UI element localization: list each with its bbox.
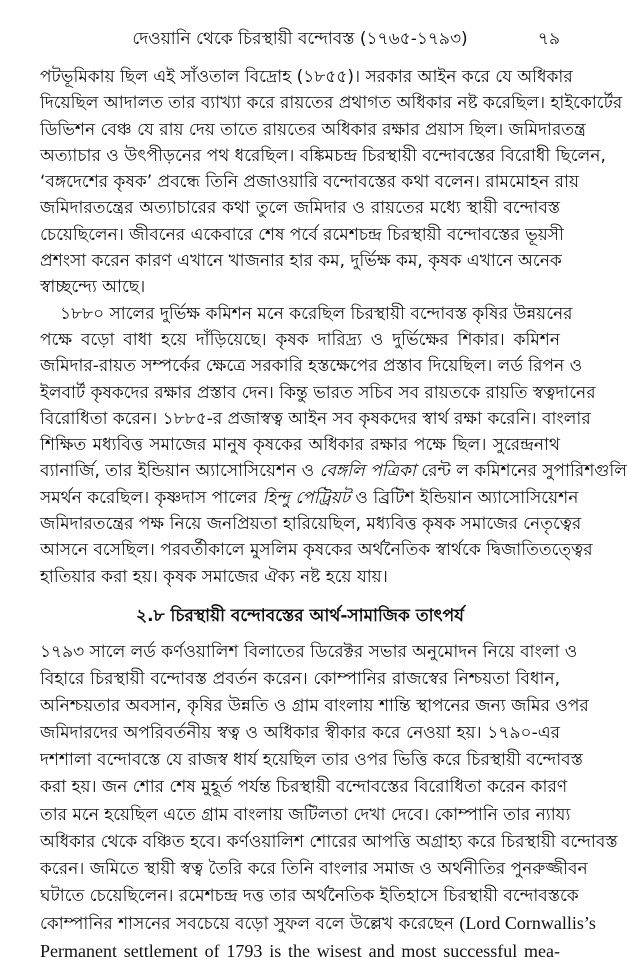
text-line: দশশালা বন্দোবস্তে যে রাজস্ব ধার্য হয়েছিল তার ওপর ভিত্তি করে চিরস্থায়ী বন্দোবস্ত	[40, 750, 583, 771]
text-segment: Permanent settlement of 1793 is the wisest and most successful mea-	[40, 941, 560, 962]
text-segment: ব্যানার্জি, তার ইন্ডিয়ান অ্যাসোসিয়েশন ও	[40, 461, 320, 482]
text-line: ১৭৯৩ সালে লর্ড কর্ণওয়ালিশ বিলাতের ডিরেক্টর সভার অনুমোদন নিয়ে বাংলা ও	[40, 642, 578, 662]
text-line: করেন। জমিতে স্থায়ী স্বত্ব তৈরি করে তিনি বাংলার সমাজ ও অর্থনীতির পুনরুজ্জীবন	[40, 858, 588, 879]
text-line: ইলবার্ট কৃষকদের রক্ষার প্রস্তাব দেন। কিন্তু ভারত সচিব সব রায়তকে রায়তি স্বত্বদানের	[40, 382, 596, 403]
text-segment: ও ব্রিটিশ ইন্ডিয়ান অ্যাসোসিয়েশন	[350, 487, 579, 508]
text-line: করা হয়। জন শোর শেষ মুহূর্ত পর্যন্ত চিরস্থায়ী বন্দোবস্তের বিরোধিতা করেন কারণ	[40, 777, 568, 798]
text-line: পটভূমিকায় ছিল এই সাঁওতাল বিদ্রোহ (১৮৫৫)। সরকার আইন করে যে অধিকার	[40, 67, 573, 87]
running-title: দেওয়ানি থেকে চিরস্থায়ী বন্দোবস্ত (১৭৬৫-১৭৯৩)	[132, 29, 468, 49]
text-line: অনিশ্চয়তার অবসান, কৃষির উন্নতি ও গ্রাম বাংলায় শান্তি স্থাপনের জন্য জমির ওপর	[40, 696, 589, 717]
text-line: ‘বঙ্গদেশের কৃষক’ প্রবন্ধে তিনি প্রজাওয়ারি বন্দোবস্তের কথা বলেন। রামমোহন রায়	[40, 172, 579, 193]
text-line: জমিদারতন্ত্রের অত্যাচারের কথা তুলে জমিদার ও রায়তের মধ্যে স্থায়ী বন্দোবস্ত	[40, 198, 560, 219]
section-heading: ২.৮ চিরস্থায়ী বন্দোবস্তের আর্থ-সামাজিক তাৎপর্য	[136, 606, 464, 626]
text-line: শিক্ষিত মধ্যবিত্ত সমাজের মানুষ কৃষকের অধিকার রক্ষার পক্ষে ছিল। সুরেন্দ্রনাথ	[40, 435, 560, 456]
text-line: জমিদারদের অপরিবর্তনীয় স্বত্ব ও অধিকার স্বীকার করে নেওয়া হয়। ১৭৯০-এর	[40, 723, 560, 744]
italic-title: বেঙ্গলি পত্রিকা	[319, 461, 416, 482]
text-line: আসনে বসেছিল। পরবর্তীকালে মুসলিম কৃষকের অর্থনৈতিক স্বার্থকে দ্বিজাতিতত্ত্বের	[40, 540, 593, 561]
text-line	[40, 458, 627, 484]
text-segment: (Lord Cornwallis’s	[459, 912, 596, 933]
page-number: ৭৯	[537, 29, 560, 49]
text-line: হাতিয়ার করা হয়। কৃষক সমাজের ঐক্য নষ্ট হয়ে যায়।	[40, 566, 388, 587]
text-line: দিয়েছিল আদালত তার ব্যাখ্যা করে রায়তের প্রথাগত অধিকার নষ্ট করেছিল। হাইকোর্টের	[40, 93, 623, 114]
text-line: ডিভিশন বেঞ্চ যে রায় দেয় তাতে রায়তের অধিকার রক্ষার প্রয়াস ছিল। জমিদারতন্ত্র	[40, 119, 586, 140]
text-line	[40, 910, 596, 938]
running-header	[40, 26, 560, 52]
text-segment: রেন্ট ল কমিশনের সুপারিশগুলি	[415, 461, 627, 482]
text-line: স্বাচ্ছন্দ্যে আছে।	[40, 277, 146, 298]
text-line: তার মনে হয়েছিল এতে গ্রাম বাংলায় জটিলতা দেখা দেবে। কোম্পানি তার ন্যায্য	[40, 804, 571, 825]
text-line: ঘটাতে চেয়েছিলেন। রমেশচন্দ্র দত্ত তার অর্থনৈতিক ইতিহাসে চিরস্থায়ী বন্দোবস্তকে	[40, 885, 579, 906]
text-line: অত্যাচার ও উৎপীড়নের পথ ধরেছিল। বঙ্কিমচন্দ্র চিরস্থায়ী বন্দোবস্তের বিরোধী ছিলেন,	[40, 145, 606, 166]
text-line: চেয়েছিলেন। জীবনের একেবারে শেষ পর্বে রমেশচন্দ্র চিরস্থায়ী বন্দোবস্তের ভূয়সী	[40, 224, 564, 245]
text-line	[40, 485, 579, 511]
text-line: প্রশংসা করেন কারণ এখানে খাজনার হার কম, দুর্ভিক্ষ কম, কৃষক এখানে অনেক	[40, 251, 562, 272]
text-line: বিহারে চিরস্থায়ী বন্দোবস্ত প্রবর্তন করেন। কোম্পানির রাজস্বের নিশ্চয়তা বিধান,	[40, 669, 560, 690]
text-line: জমিদারতন্ত্রের পক্ষ নিয়ে জনপ্রিয়তা হারিয়েছিল, মধ্যবিত্ত কৃষক সমাজের নেতৃত্বের	[40, 514, 582, 535]
text-line: পক্ষে বড়ো বাধা হয়ে দাঁড়িয়েছে। কৃষক দারিদ্র্য ও দুর্ভিক্ষের শিকার। কমিশন	[40, 329, 560, 350]
text-line: অধিকার থেকে বঞ্চিত হবে। কর্ণওয়ালিশ শোরের আপত্তি অগ্রাহ্য করে চিরস্থায়ী বন্দোবস্ত	[40, 831, 618, 852]
text-line: বিরোধিতা করেন। ১৮৮৫-র প্রজাস্বত্ব আইন সব কৃষকদের স্বার্থ রক্ষা করেনি। বাংলার	[40, 408, 591, 429]
body-text	[40, 64, 627, 590]
text-segment: কোম্পানির শাসনের সবচেয়ে বড়ো সুফল বলে উল্লেখ করেছেন	[40, 913, 460, 934]
text-line	[40, 938, 560, 966]
italic-title: হিন্দু পেট্রিয়ট	[262, 487, 350, 508]
text-segment: সমর্থন করেছিল। কৃষ্ণদাস পালের	[40, 487, 263, 508]
section-body-text	[40, 639, 618, 966]
text-line: জমিদার-রায়ত সম্পর্কের ক্ষেত্রে সরকারি হস্তক্ষেপের প্রস্তাব দিয়েছিল। লর্ড রিপন ও	[40, 356, 583, 377]
text-line: ১৮৮০ সালের দুর্ভিক্ষ কমিশন মনে করেছিল চিরস্থায়ী বন্দোবস্ত কৃষির উন্নয়নের	[60, 303, 573, 324]
